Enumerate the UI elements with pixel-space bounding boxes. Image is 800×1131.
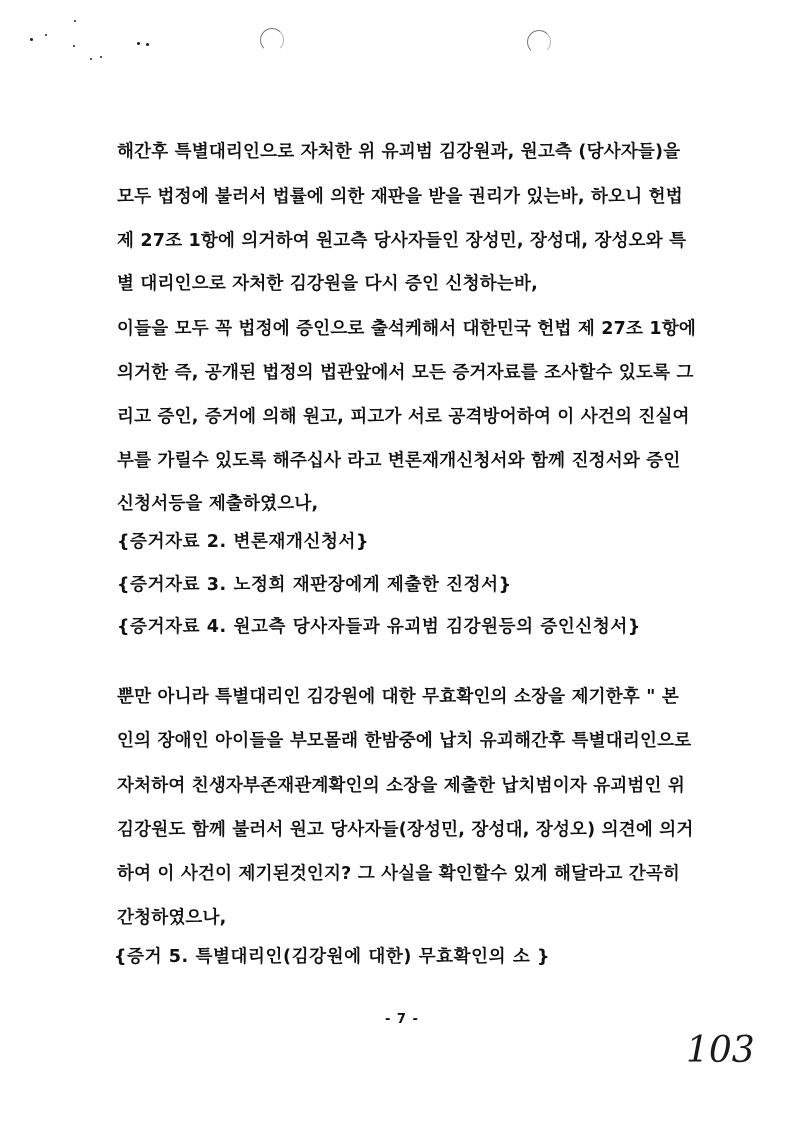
scan-speck bbox=[146, 43, 149, 46]
evidence-reference: {증거자료 2. 변론재개신청서} bbox=[117, 532, 370, 552]
body-text-line: 이들을 모두 꼭 법정에 증인으로 출석케해서 대한민국 헌법 제 27조 1항에 bbox=[117, 319, 696, 339]
body-text-line: 뿐만 아니라 특별대리인 김강원에 대한 무효확인의 소장을 제기한후 " 본 bbox=[117, 687, 679, 707]
body-text-line: 간청하였으나, bbox=[117, 908, 227, 928]
scan-speck bbox=[137, 42, 140, 45]
evidence-reference: {증거자료 4. 원고측 당사자들과 유괴범 김강원등의 증인신청서} bbox=[117, 617, 641, 637]
body-text-line: 자처하여 친생자부존재관계확인의 소장을 제출한 납치범이자 유괴범인 위 bbox=[117, 776, 686, 796]
evidence-reference: {증거자료 3. 노정희 재판장에게 제출한 진정서} bbox=[117, 575, 512, 595]
scan-speck bbox=[90, 58, 92, 60]
body-text-line: 부를 가릴수 있도록 해주십사 라고 변론재개신청서와 함께 진정서와 증인 bbox=[117, 451, 681, 471]
body-text-line: 의거한 즉, 공개된 법정의 법관앞에서 모든 증거자료를 조사할수 있도록 그 bbox=[117, 363, 694, 383]
scan-speck bbox=[45, 34, 47, 36]
body-text-line: 신청서등을 제출하였으나, bbox=[117, 494, 319, 514]
scan-speck bbox=[74, 20, 76, 22]
scan-speck bbox=[30, 38, 33, 41]
body-text-line: 별 대리인으로 자처한 김강원을 다시 증인 신청하는바, bbox=[117, 274, 538, 294]
body-text-line: 하여 이 사건이 제기된것인지? 그 사실을 확인할수 있게 해달라고 간곡히 bbox=[117, 864, 681, 884]
scan-speck bbox=[100, 56, 102, 58]
scan-speck bbox=[73, 45, 75, 47]
body-text-line: 김강원도 함께 불러서 원고 당사자들(장성민, 장성대, 장성오) 의견에 의거 bbox=[117, 820, 694, 840]
body-text-line: 모두 법정에 불러서 법률에 의한 재판을 받을 권리가 있는바, 하오니 헌법 bbox=[117, 187, 683, 207]
evidence-reference: {증거 5. 특별대리인(김강원에 대한) 무효확인의 소 } bbox=[114, 947, 551, 967]
body-text-line: 해간후 특별대리인으로 자처한 위 유괴범 김강원과, 원고측 (당사자들)을 bbox=[117, 142, 681, 162]
body-text-line: 인의 장애인 아이들을 부모몰래 한밤중에 납치 유괴해간후 특별대리인으로 bbox=[117, 731, 692, 751]
body-text-line: 리고 증인, 증거에 의해 원고, 피고가 서로 공격방어하여 이 사건의 진실여 bbox=[117, 407, 690, 427]
handwritten-number-text: 103 bbox=[686, 1030, 755, 1071]
punch-hole-right bbox=[527, 30, 551, 54]
page-number: - 7 - bbox=[385, 1012, 419, 1027]
punch-hole-left bbox=[260, 28, 284, 52]
body-text-line: 제 27조 1항에 의거하여 원고측 당사자들인 장성민, 장성대, 장성오와 특 bbox=[117, 231, 687, 251]
handwritten-page-number bbox=[686, 1022, 756, 1072]
